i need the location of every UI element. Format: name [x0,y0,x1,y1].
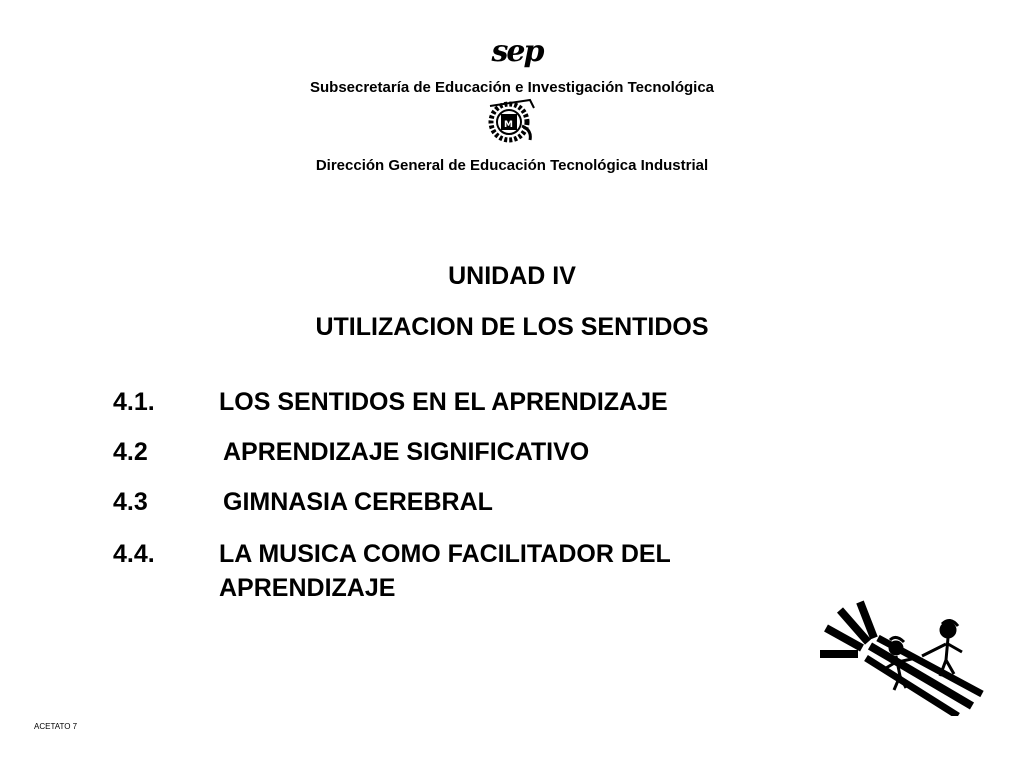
slide-label: ACETATO 7 [34,722,78,731]
unit-heading: UNIDAD IV [448,262,576,290]
item-text-continued: APRENDIZAJE [219,574,396,602]
dgeti-gear-emblem-icon [484,96,538,146]
item-text: GIMNASIA CEREBRAL [223,488,493,516]
item-number: 4.4. [113,540,155,568]
svg-text:M: M [504,120,513,130]
direccion-heading: Dirección General de Educación Tecnológica Industrial [315,157,709,174]
unit-title: UTILIZACION DE LOS SENTIDOS [315,313,709,341]
item-text: LA MUSICA COMO FACILITADOR DEL [219,540,671,568]
item-text: APRENDIZAJE SIGNIFICATIVO [223,438,590,466]
item-number: 4.2 [113,438,148,466]
item-number: 4.1. [113,388,155,416]
item-text: LOS SENTIDOS EN EL APRENDIZAJE [219,388,668,416]
children-slide-clipart-icon [812,596,992,716]
item-number: 4.3 [113,488,148,516]
sep-logo: sep [491,34,543,69]
subsecretaria-heading: Subsecretaría de Educación e Investigación Tecnológica [309,79,715,96]
